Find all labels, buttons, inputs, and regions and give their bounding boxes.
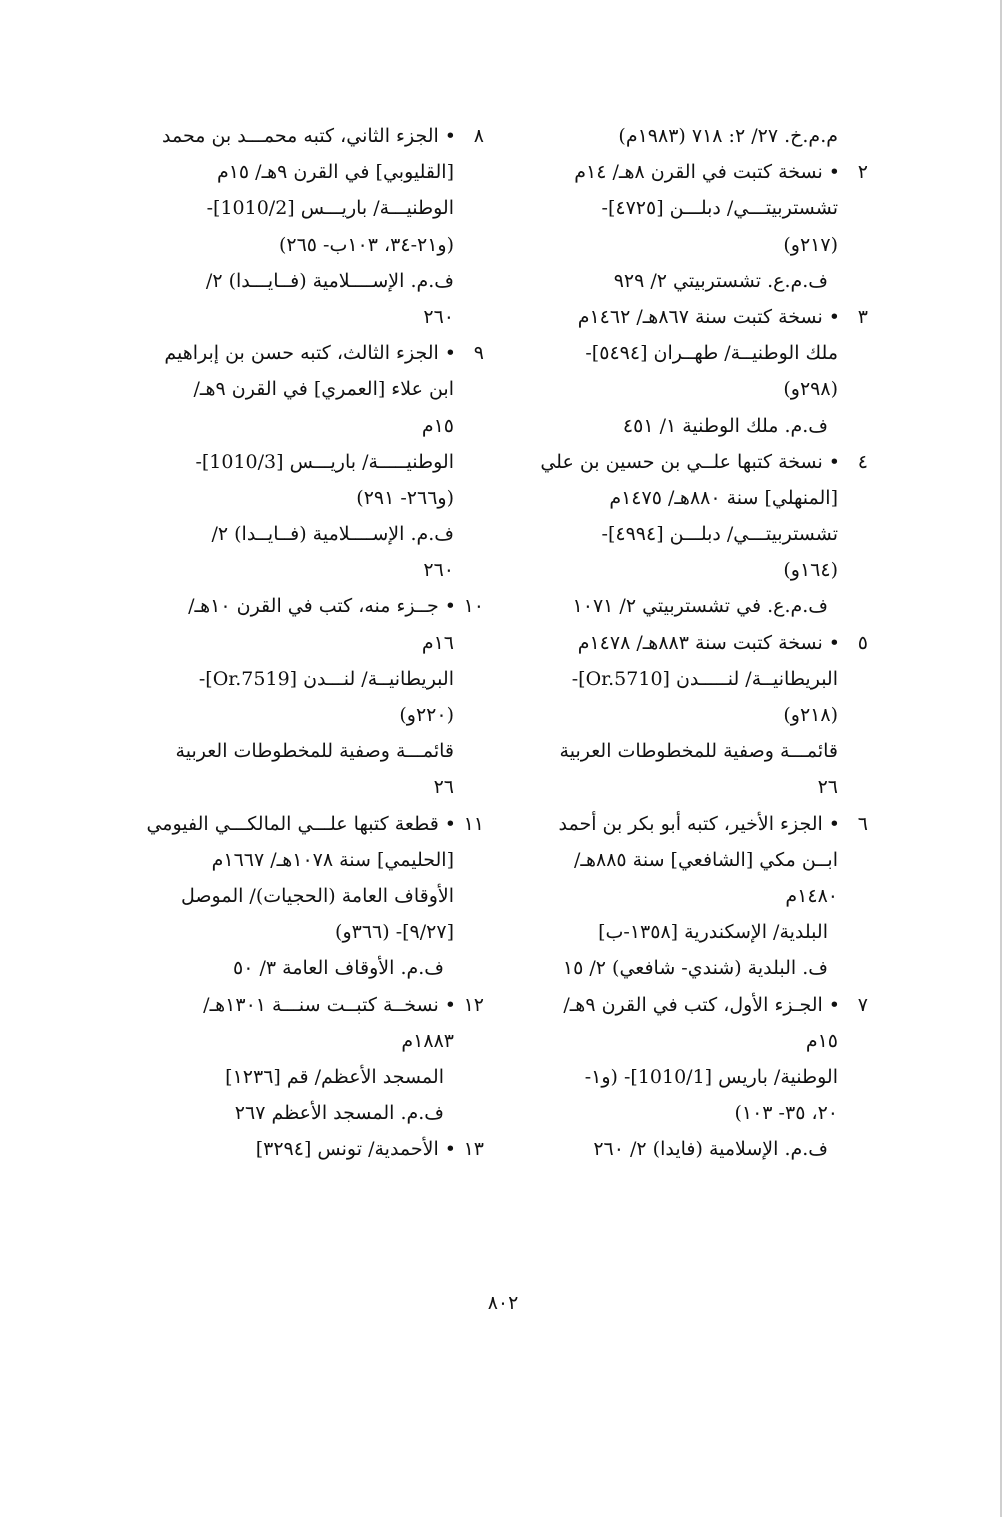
line-text: ف.م.ع. تشستربيتي ٢/ ٩٢٩	[613, 269, 828, 292]
text-line	[528, 1131, 868, 1167]
entry-number: ١١	[463, 812, 484, 835]
line-text: [الحليمي] سنة ١٠٧٨هـ/ ١٦٦٧م	[211, 848, 454, 871]
line-text: (٢١٧و)	[783, 233, 838, 256]
line-text: المسجد الأعظم/ قم [١٢٣٦]	[225, 1065, 444, 1088]
line-text: نسخة كتبها علــي بن حسين بن علي	[540, 450, 823, 473]
line-text: الوطنيـــة/ باريـــس [1010/2]-	[206, 197, 454, 220]
line-text: ف.م. الأوقاف العامة ٣/ ٥٠	[233, 957, 444, 980]
line-text: (و٢١-٣٤، ١٠٣ب- ٢٦٥)	[278, 233, 454, 256]
text-line	[140, 118, 484, 154]
line-text: تشستربيتـــي/ دبلـــن [٤٧٢٥]-	[601, 197, 838, 220]
line-text: نسخــة كتبــت سنـــة ١٣٠١هـ/	[203, 993, 439, 1016]
line-text: ف. البلدية (شندي- شافعي) ٢/ ١٥	[562, 957, 828, 980]
line-text: ف.م. الإســــلامية (فــايــدا) ٢/	[211, 523, 454, 546]
line-text: البريطانيــة/ لنـــــدن [Or.5710]-	[571, 667, 838, 690]
line-text: قائمـــة وصفية للمخطوطات العربية	[175, 740, 454, 763]
line-text: ف.م.ع. في تشستربيتي ٢/ ١٠٧١	[572, 595, 828, 618]
entry-number: ٢	[857, 161, 868, 184]
text-line	[140, 914, 484, 950]
line-text: ابن علاء [العمري] في القرن ٩هـ/	[193, 378, 454, 401]
line-text: نسخة كتبت سنة ٨٨٣هـ/ ١٤٧٨م	[577, 631, 823, 654]
text-line	[528, 1023, 868, 1059]
line-text: الوطنيـــــة/ باريـــس [1010/3]-	[195, 450, 454, 473]
text-line	[140, 516, 484, 552]
text-line	[528, 516, 868, 552]
entry-number: ٩	[473, 342, 484, 365]
line-text: م.م.خ. ٢٧/ ٢: ٧١٨ (١٩٨٣م)	[618, 125, 838, 147]
entry-number: ٨	[473, 125, 484, 147]
line-text: ٢٦٠	[423, 559, 454, 582]
text-line	[140, 733, 484, 769]
text-line	[140, 987, 484, 1023]
bullet-icon: •	[444, 125, 456, 147]
text-line	[140, 190, 484, 226]
line-text: (٢٢٠و)	[399, 704, 454, 726]
text-line	[140, 588, 484, 624]
text-line	[140, 697, 484, 733]
bullet-icon: •	[828, 631, 840, 654]
line-text: الأوقاف العامة (الحجيات)/ الموصل	[181, 884, 454, 907]
line-text: ابــن مكي [الشافعي] سنة ٨٨٥هـ/	[573, 848, 838, 871]
text-line	[528, 769, 868, 805]
line-text: تشستربيتـــي/ دبلـــن [٤٩٩٤]-	[601, 523, 838, 546]
text-line	[528, 842, 868, 878]
text-line	[528, 190, 868, 226]
bullet-icon: •	[828, 812, 840, 835]
line-text: ١٤٨٠م	[785, 884, 838, 907]
text-line	[528, 263, 868, 299]
text-line	[528, 444, 868, 480]
line-text: [القليوبي] في القرن ٩هـ/ ١٥م	[216, 161, 454, 184]
bullet-icon: •	[828, 161, 840, 184]
text-line	[140, 950, 484, 986]
text-line	[140, 769, 484, 805]
bullet-icon: •	[444, 342, 456, 365]
line-text: الجزء الثاني، كتبه محمـــد بن محمد	[162, 125, 439, 147]
line-text: ٢٦٠	[423, 305, 454, 328]
entry-number: ١٣	[463, 1138, 484, 1161]
text-line	[140, 335, 484, 371]
text-line	[140, 842, 484, 878]
text-line	[528, 987, 868, 1023]
entry-number: ٤	[857, 450, 868, 473]
text-line	[528, 914, 868, 950]
text-line	[140, 1095, 484, 1131]
right-column	[528, 118, 868, 1167]
text-line	[528, 118, 868, 154]
text-line	[140, 299, 484, 335]
line-text: نسخة كتبت في القرن ٨هـ/ ١٤م	[574, 161, 823, 184]
text-line	[528, 625, 868, 661]
text-line	[140, 263, 484, 299]
line-text: ١٦م	[421, 631, 454, 654]
line-text: قائمـــة وصفية للمخطوطات العربية	[559, 740, 838, 763]
text-line	[140, 227, 484, 263]
text-line	[528, 552, 868, 588]
line-text: نسخة كتبت سنة ٨٦٧هـ/ ١٤٦٢م	[577, 305, 823, 328]
line-text: ف.م. الإسلامية (فايدا) ٢/ ٢٦٠	[593, 1138, 828, 1161]
entry-number: ١٢	[463, 993, 484, 1016]
line-text: [٩/٢٧]- (٣٦٦و)	[335, 921, 454, 944]
text-line	[528, 697, 868, 733]
line-text: الوطنية/ باريس [1010/1]- (و١-	[584, 1065, 838, 1088]
text-line	[140, 154, 484, 190]
bullet-icon: •	[828, 993, 840, 1016]
entry-number: ٥	[857, 631, 868, 654]
text-line	[528, 806, 868, 842]
line-text: ٢٦	[817, 776, 838, 799]
text-line	[140, 408, 484, 444]
bullet-icon: •	[828, 305, 840, 328]
text-line	[140, 661, 484, 697]
line-text: الأحمدية/ تونس [٣٢٩٤]	[255, 1138, 439, 1161]
line-text: [المنهلي] سنة ٨٨٠هـ/ ١٤٧٥م	[609, 486, 838, 509]
line-text: ٢٦	[433, 776, 454, 799]
text-line	[528, 335, 868, 371]
bullet-icon: •	[444, 993, 456, 1016]
text-line	[528, 1059, 868, 1095]
line-text: (٢٩٨و)	[783, 378, 838, 401]
line-text: ف.م. الإســــلامية (فــايـــدا) ٢/	[205, 269, 454, 292]
text-line	[140, 371, 484, 407]
line-text: الجزء الثالث، كتبه حسن بن إبراهيم	[164, 342, 439, 365]
text-line	[140, 878, 484, 914]
line-text: (٢١٨و)	[783, 704, 838, 726]
line-text: جــزء منه، كتب في القرن ١٠هـ/	[188, 595, 439, 618]
text-line	[528, 950, 868, 986]
text-line	[528, 299, 868, 335]
text-line	[528, 371, 868, 407]
text-line	[140, 806, 484, 842]
line-text: الجـزء الأول، كتب في القرن ٩هـ/	[563, 993, 823, 1016]
text-line	[140, 1023, 484, 1059]
line-text: قطعة كتبها علـــي المالكـــي الفيومي	[146, 812, 439, 835]
text-line	[528, 733, 868, 769]
bullet-icon: •	[444, 1138, 456, 1161]
line-text: ف.م. المسجد الأعظم ٢٦٧	[234, 1102, 444, 1125]
line-text: ١٨٨٣م	[401, 1029, 454, 1052]
text-line	[528, 1095, 868, 1131]
bullet-icon: •	[444, 595, 456, 618]
entry-number: ١٠	[463, 595, 484, 618]
page-number: ٨٠٢	[487, 1292, 519, 1314]
line-text: البلدية/ الإسكندرية [١٣٥٨-ب]	[598, 921, 828, 944]
bullet-icon: •	[444, 812, 456, 835]
text-line	[140, 1059, 484, 1095]
text-line	[140, 480, 484, 516]
text-line	[140, 552, 484, 588]
line-text: ف.م. ملك الوطنية ١/ ٤٥١	[622, 414, 828, 437]
line-text: (و٢٦٦- ٢٩١)	[356, 486, 454, 509]
line-text: (١٦٤و)	[783, 559, 838, 582]
scan-margin-line	[1000, 0, 1002, 1517]
text-line	[140, 1131, 484, 1167]
line-text: ٢٠، ٣٥- ١٠٣)	[734, 1102, 838, 1125]
line-text: ملك الوطنيــة/ طهــران [٥٤٩٤]-	[585, 342, 838, 365]
line-text: ١٥م	[421, 414, 454, 437]
text-line	[528, 480, 868, 516]
text-line	[528, 154, 868, 190]
left-column	[140, 118, 484, 1167]
bullet-icon: •	[828, 450, 840, 473]
entry-number: ٧	[857, 993, 868, 1016]
text-line	[528, 588, 868, 624]
text-line	[528, 227, 868, 263]
text-line	[140, 625, 484, 661]
text-line	[140, 444, 484, 480]
line-text: البريطانيــة/ لنـــدن [Or.7519]-	[198, 667, 454, 690]
entry-number: ٦	[857, 812, 868, 835]
text-line	[528, 878, 868, 914]
line-text: ١٥م	[805, 1029, 838, 1052]
text-line	[528, 661, 868, 697]
line-text: الجزء الأخير، كتبه أبو بكر بن أحمد	[558, 812, 823, 835]
text-line	[528, 408, 868, 444]
entry-number: ٣	[857, 305, 868, 328]
